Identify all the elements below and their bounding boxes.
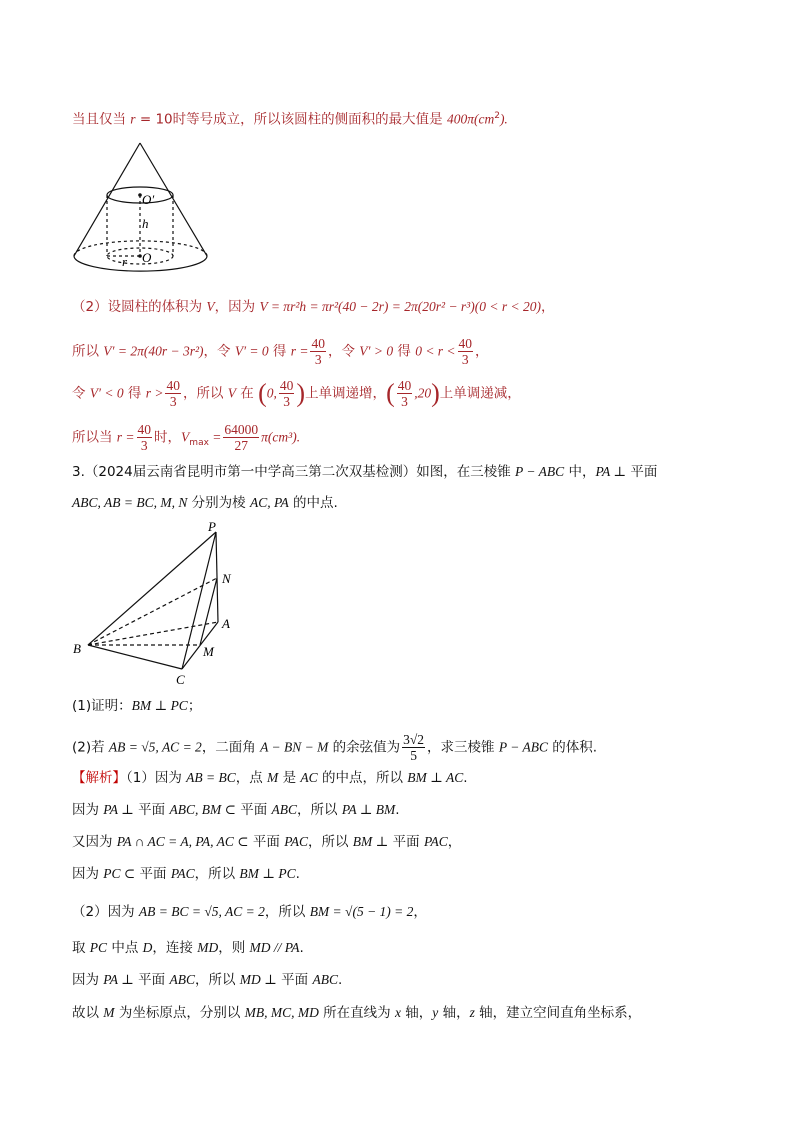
text: . [463, 770, 468, 786]
math: V [206, 299, 215, 314]
denominator: 3 [283, 394, 291, 409]
math: MB, MC, MD [244, 1005, 319, 1020]
text: (2)若 [72, 739, 109, 756]
math: P − ABC [498, 739, 548, 755]
math: ABC, AB = BC, M, N [72, 495, 188, 510]
math: BM ⊥ AC [407, 770, 464, 785]
numerator: 3√2 [403, 732, 425, 747]
math: PC ⊂ [103, 866, 136, 881]
math: V [181, 429, 190, 445]
text: 所在直线为 [318, 1005, 395, 1021]
math: D [142, 940, 153, 955]
math: 0, [266, 385, 277, 401]
text: 上单调递增， [305, 385, 387, 402]
text: ，所以 [182, 385, 228, 402]
math: PA ⊥ [103, 972, 134, 987]
text-line-3 [72, 336, 489, 367]
text: 所以 [72, 343, 104, 360]
fraction [137, 422, 153, 453]
text: 为坐标原点，分别以 [114, 1005, 245, 1021]
fraction [402, 732, 425, 763]
text: 得 [123, 385, 146, 402]
text-line-5 [72, 422, 300, 453]
text: ，因为 [214, 299, 260, 315]
math: AB = √5, AC = 2 [108, 739, 202, 755]
text: . [395, 802, 400, 818]
text: ，连接 [152, 940, 198, 956]
math: BM ⊥ PC [239, 866, 296, 881]
math: AC, PA [249, 495, 289, 510]
math: BM ⊥ [352, 834, 389, 849]
math: MD [197, 940, 219, 955]
label-p: P [208, 522, 216, 534]
math: BM ⊥ PC [131, 698, 188, 713]
text: ，所以 [194, 972, 240, 988]
math: x [394, 1005, 401, 1020]
text: 的中点. [288, 495, 338, 511]
fraction [165, 378, 181, 409]
math: ). [499, 111, 508, 127]
denominator: 3 [169, 394, 177, 409]
text-line-10 [72, 768, 468, 788]
text-line-2 [72, 297, 554, 317]
numerator: 64000 [224, 422, 259, 437]
text: 令 [72, 385, 90, 402]
denominator: 5 [410, 748, 417, 763]
math: V′ = 0 [234, 343, 269, 359]
label-o: O [142, 250, 152, 265]
text: = 10时等号成立，所以该圆柱的侧面积的最大值是 [135, 111, 447, 128]
math: V′ < 0 [89, 385, 124, 401]
math: M [103, 1005, 115, 1020]
text: 的中点，所以 [317, 770, 408, 786]
text: 上单调递减， [439, 385, 521, 402]
text-line-8 [72, 696, 201, 716]
math: A − BN − M [260, 739, 329, 755]
text: 平面 [626, 464, 658, 480]
text: ，令 [327, 343, 360, 360]
math: ABC [169, 972, 195, 987]
label-c: C [176, 672, 185, 687]
math: r [130, 111, 136, 127]
math: BM = √(5 − 1) = 2 [309, 904, 414, 919]
text-line-14 [72, 902, 427, 922]
text: ，令 [203, 343, 235, 360]
math: ABC [271, 802, 298, 817]
cone-cylinder-figure [70, 140, 215, 280]
analysis-tag: 【解析】 [72, 770, 126, 786]
text: 平面 [248, 834, 285, 850]
text: 的体积. [547, 739, 598, 756]
text-line-6 [72, 462, 657, 482]
math: = [208, 429, 222, 445]
cone-base-front [74, 256, 207, 271]
numerator: 40 [311, 336, 325, 351]
math: 0 < r < [415, 343, 456, 359]
text: 轴，建立空间直角坐标系， [474, 1005, 642, 1021]
math: MD // PA [249, 940, 300, 955]
math: max [189, 438, 209, 449]
text: 得 [393, 343, 416, 360]
math: z [469, 1005, 475, 1020]
math: MD ⊥ [239, 972, 277, 987]
fraction [279, 378, 295, 409]
denominator: 27 [234, 438, 249, 453]
math: PAC [284, 834, 308, 849]
text-line-9 [72, 732, 597, 763]
text: ，则 [218, 940, 250, 956]
text-line-15 [72, 938, 304, 958]
math: PA ∩ AC = A, PA, AC ⊂ [116, 834, 249, 849]
numerator: 40 [166, 378, 180, 393]
text: ，所以 [194, 866, 240, 882]
text: 的余弦值为 [328, 739, 401, 756]
math: AB = BC = √5, AC = 2 [138, 904, 265, 919]
text: 分别为棱 [187, 495, 250, 511]
label-h: h [142, 216, 149, 231]
math: V′ = 2π(40r − 3r²) [103, 343, 204, 359]
math: PAC [423, 834, 448, 849]
text: 3.（2024届云南省昆明市第一中学高三第二次双基检测）如图，在三棱锥 [72, 464, 516, 480]
text: 中点 [107, 940, 143, 956]
math: ABC [312, 972, 338, 987]
fraction [310, 336, 326, 367]
label-n: N [222, 571, 231, 586]
text: ， [413, 904, 427, 920]
text: . [299, 940, 304, 956]
numerator: 40 [458, 336, 473, 351]
denominator: 3 [401, 394, 408, 409]
text: 轴， [438, 1005, 470, 1021]
math: π(cm³). [261, 429, 301, 445]
text: 得 [268, 343, 291, 360]
label-r: r [122, 254, 128, 269]
math: PC [89, 940, 108, 955]
text: ，点 [235, 770, 268, 786]
math: r > [145, 385, 164, 401]
math: PAC [170, 866, 195, 881]
text: ，所以 [264, 904, 310, 920]
math: r = [290, 343, 309, 359]
text: . [337, 972, 343, 988]
math: y [432, 1005, 439, 1020]
label-m: M [203, 644, 214, 659]
text: 故以 [72, 1005, 104, 1021]
text: 又因为 [72, 834, 117, 850]
math: V′ > 0 [359, 343, 394, 359]
text: 平面 [388, 834, 424, 850]
pyramid-figure [70, 522, 245, 687]
math: AB = BC [186, 770, 236, 785]
math: ,20 [414, 385, 432, 401]
text: 所以当 [72, 429, 117, 446]
text-line-16 [72, 970, 342, 990]
text: （1）因为 [126, 770, 187, 786]
text: ，二面角 [201, 739, 261, 756]
text-line-17 [72, 1003, 641, 1023]
math: M [267, 770, 279, 785]
text: 当且仅当 [72, 111, 131, 128]
math: 400π [446, 111, 474, 127]
fraction [397, 378, 413, 409]
text: 中， [564, 464, 596, 480]
text: 因为 [72, 802, 104, 818]
numerator: 40 [137, 422, 152, 437]
math: 2 [494, 111, 500, 121]
math: PA ⊥ [595, 464, 627, 479]
text-line-11 [72, 800, 400, 820]
text: (1)证明： [72, 698, 132, 714]
text: 平面 [133, 972, 170, 988]
denominator: 3 [461, 352, 469, 367]
text: 平面 [133, 802, 170, 818]
math: ABC, BM ⊂ [169, 802, 236, 817]
text: 时， [154, 429, 182, 446]
numerator: 40 [397, 378, 412, 393]
text-line-1 [72, 106, 508, 130]
text-line-12 [72, 832, 461, 852]
math: PA ⊥ BM [341, 802, 396, 817]
text: ，所以 [307, 834, 353, 850]
math: V [227, 385, 236, 401]
text: ， [447, 834, 462, 850]
text-line-4: 令 V′ < 0 得 r > $\frac{40}{3}$ ，所以 V 在 (0, $\frac{40}{3}$ )上单调递增，( $\frac{40}{3}$ ,20)上单调递减， [72, 378, 521, 409]
math: P − ABC [515, 464, 565, 479]
text: 轴， [400, 1005, 433, 1021]
text: 因为 [72, 972, 104, 988]
fraction [458, 336, 474, 367]
text: ； [187, 698, 202, 714]
text: 平面 [276, 972, 313, 988]
text: （2）因为 [72, 904, 139, 920]
math: V = πr²h = πr²(40 − 2r) = 2π(20r² − r³)(0 < r < 20) [259, 299, 541, 314]
text: 平面 [135, 866, 171, 882]
label-a: A [222, 616, 230, 631]
text: . [295, 866, 300, 882]
edge-pa [216, 532, 218, 622]
text-line-7 [72, 493, 338, 513]
math: PA ⊥ [103, 802, 134, 817]
edge-ba [88, 622, 218, 645]
text: 取 [72, 940, 90, 956]
text: 因为 [72, 866, 104, 882]
math: (cm [473, 111, 495, 127]
math: AC [300, 770, 318, 785]
math: r = [116, 429, 135, 445]
text: ， [475, 343, 489, 360]
denominator: 3 [140, 438, 148, 453]
label-o1: O′ [142, 192, 155, 207]
text: 平面 [235, 802, 272, 818]
text: ，求三棱锥 [427, 739, 499, 756]
text: ， [540, 299, 555, 315]
text-line-13 [72, 864, 300, 884]
text: ，所以 [297, 802, 342, 818]
text: 在 [236, 385, 259, 402]
denominator: 3 [314, 352, 322, 367]
text: 是 [278, 770, 301, 786]
text: （2）设圆柱的体积为 [72, 299, 207, 315]
fraction [223, 422, 259, 453]
numerator: 40 [279, 378, 294, 393]
edge-bc [88, 645, 182, 669]
label-b: B [73, 641, 81, 656]
